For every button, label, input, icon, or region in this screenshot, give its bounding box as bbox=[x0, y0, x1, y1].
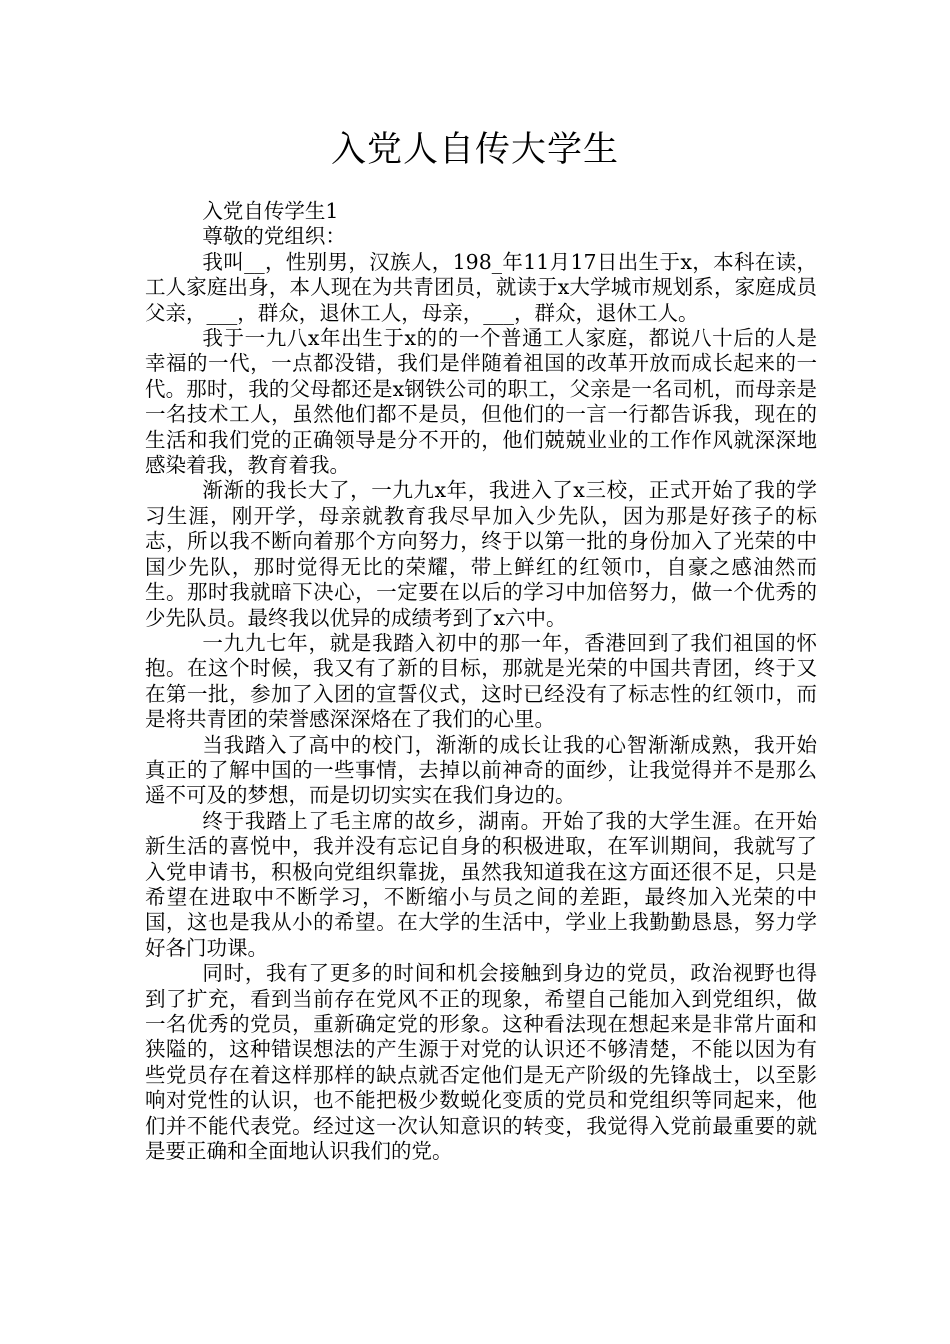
paragraph: 渐渐的我长大了，一九九x年，我进入了x三校，正式开始了我的学习生涯，刚开学，母亲就教育我尽早加入少先队，因为那是好孩子的标志，所以我不断向着那个方向努力，终于以第一批的身份加入了光荣的中国少先队，那时觉得无比的荣耀，带上鲜红的红领巾，自豪之感油然而生。那时我就暗下决心，一定要在以后的学习中加倍努力，做一个优秀的少先队员。最终我以优异的成绩考到了x六中。 bbox=[145, 478, 817, 630]
paragraph: 我叫__，性别男，汉族人，198_年11月17日出生于x，本科在读，工人家庭出身，本人现在为共青团员，就读于x大学城市规划系，家庭成员父亲，___，群众，退休工人，母亲，___，群众，退休工人。 bbox=[145, 249, 817, 325]
section-heading: 入党自传学生1 bbox=[202, 199, 339, 223]
paragraph: 同时，我有了更多的时间和机会接触到身边的党员，政治视野也得到了扩充，看到当前存在党风不正的现象，希望自己能加入到党组织，做一名优秀的党员，重新确定党的形象。这种看法现在想起来是非常片面和狭隘的，这种错误想法的产生源于对党的认识还不够清楚，不能以因为有些党员存在着这样那样的缺点就否定他们是无产阶级的先锋战士，以至影响对党性的认识，也不能把极少数蜕化变质的党员和党组织等同起来，他们并不能代表党。经过这一次认知意识的转变，我觉得入党前最重要的就是要正确和全面地认识我们的党。 bbox=[145, 961, 817, 1164]
document-title: 入党人自传大学生 bbox=[330, 130, 619, 170]
salutation: 尊敬的党组织： bbox=[202, 224, 346, 249]
paragraph: 当我踏入了高中的校门，渐渐的成长让我的心智渐渐成熟，我开始真正的了解中国的一些事情，去掉以前神奇的面纱，让我觉得并不是那么遥不可及的梦想，而是切切实实在我们身边的。 bbox=[145, 732, 817, 808]
paragraph: 一九九七年，就是我踏入初中的那一年，香港回到了我们祖国的怀抱。在这个时候，我又有了新的目标，那就是光荣的中国共青团，终于又在第一批，参加了入团的宣誓仪式，这时已经没有了标志性的红领巾，而是将共青团的荣誉感深深烙在了我们的心里。 bbox=[145, 630, 817, 732]
paragraph: 终于我踏上了毛主席的故乡，湖南。开始了我的大学生涯。在开始新生活的喜悦中，我并没有忘记自身的积极进取，在军训期间，我就写了入党申请书，积极向党组织靠拢，虽然我知道我在这方面还很不足，只是希望在进取中不断学习，不断缩小与员之间的差距，最终加入光荣的中国，这也是我从小的希望。在大学的生活中，学业上我勤勤恳恳，努力学好各门功课。 bbox=[145, 808, 817, 960]
paragraph: 我于一九八x年出生于x的的一个普通工人家庭，都说八十后的人是幸福的一代，一点都没错，我们是伴随着祖国的改革开放而成长起来的一代。那时，我的父母都还是x钢铁公司的职工，父亲是一名司机，而母亲是一名技术工人，虽然他们都不是员，但他们的一言一行都告诉我，现在的生活和我们党的正确领导是分不开的，他们兢兢业业的工作作风就深深地感染着我，教育着我。 bbox=[145, 326, 817, 478]
document-body bbox=[145, 199, 817, 1164]
